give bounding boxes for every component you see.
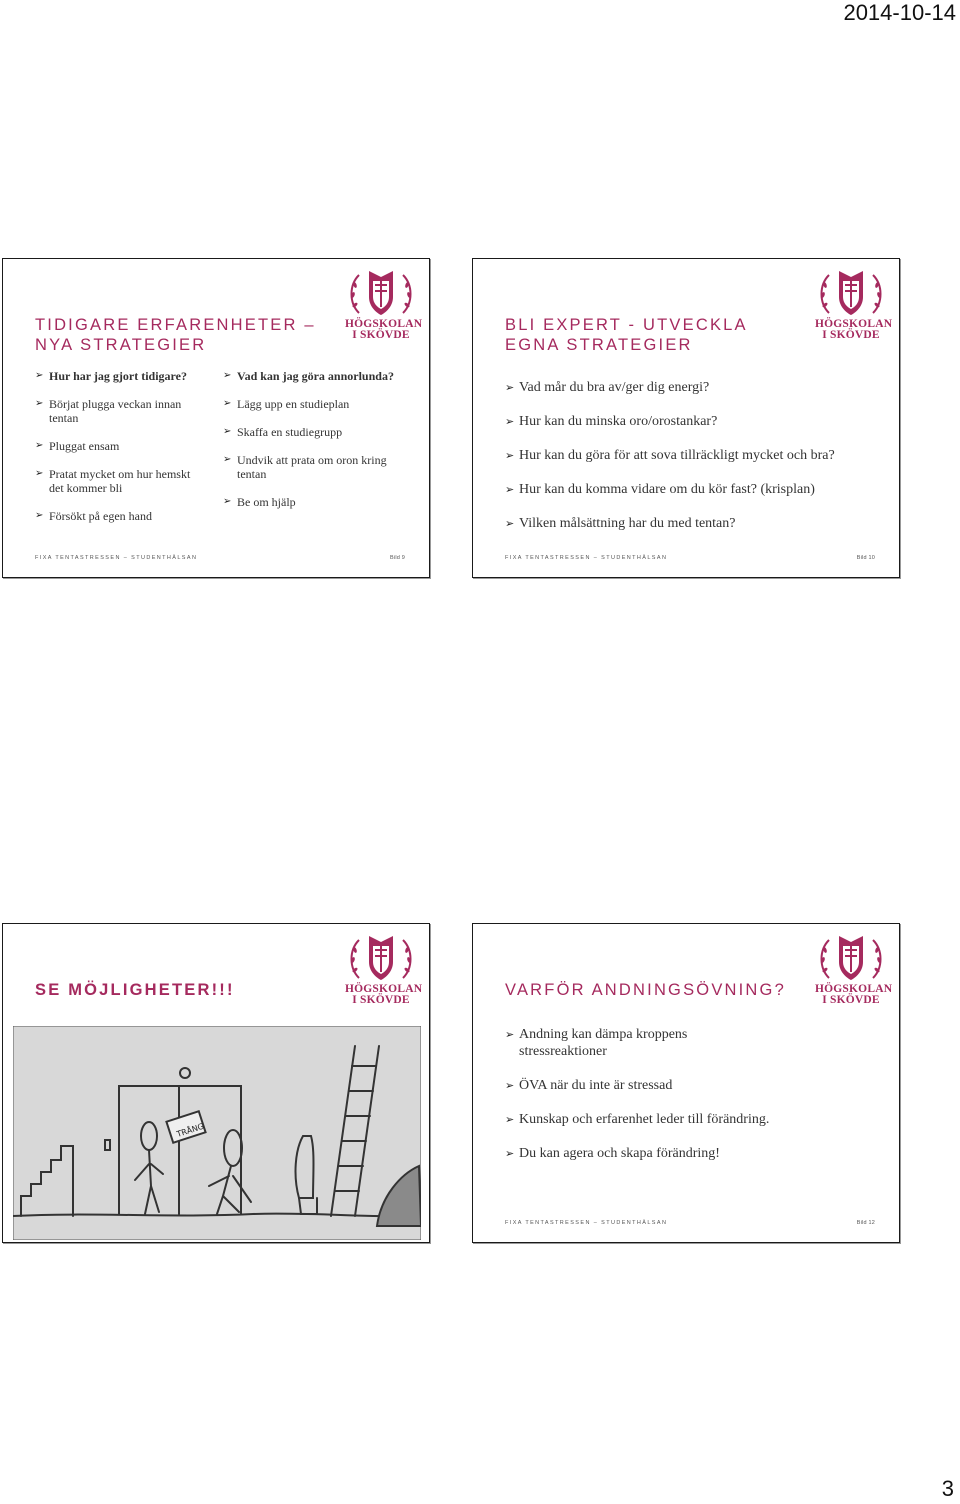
crest-icon [815,267,887,319]
arrow-bullet-icon: ➢ [223,496,232,507]
arrow-bullet-icon: ➢ [35,510,44,521]
arrow-bullet-icon: ➢ [505,517,515,530]
footer-label: FIXA TENTASTRESSEN – STUDENTHÄLSAN [35,555,198,561]
arrow-bullet-icon: ➢ [505,1028,515,1041]
logo-text-line1: HÖGSKOLAN [345,318,423,330]
list-item: ➢ Vad kan jag göra annorlunda? [223,369,394,383]
slide-title: SE MÖJLIGHETER!!! [35,981,235,999]
arrow-bullet-icon: ➢ [505,1147,515,1160]
bullet-list [505,1026,885,1179]
list-item: ➢ Du kan agera och skapa förändring! [505,1146,720,1161]
list-item: ➢ Lägg upp en studieplan [223,397,350,411]
slide-11 [2,923,430,1243]
list-item: ➢ ÖVA när du inte är stressad [505,1078,673,1093]
logo-text-line2: I SKÖVDE [352,329,410,341]
arrow-bullet-icon: ➢ [505,415,515,428]
slide-number: Bild 9 [390,555,405,561]
crest-icon [345,932,417,984]
slide-number: Bild 10 [856,555,875,561]
crest-icon [345,267,417,319]
slide-9 [2,258,430,578]
footer-label: FIXA TENTASTRESSEN – STUDENTHÄLSAN [505,1220,668,1226]
list-item: ➢ Pluggat ensam [35,439,120,453]
list-item: ➢ Hur kan du komma vidare om du kör fast? (krisplan) [505,482,815,497]
logo-text-line1: HÖGSKOLAN [815,318,893,330]
crest-icon [815,932,887,984]
logo-text-line2: I SKÖVDE [352,994,410,1006]
slide-12 [472,923,900,1243]
slide-footer [505,555,875,565]
logo-text-line2: I SKÖVDE [822,994,880,1006]
slide-title: BLI EXPERT - UTVECKLA EGNA STRATEGIER [505,316,747,354]
list-item: ➢ Andning kan dämpa kroppens stressreaktioner [505,1027,688,1059]
bullet-list [505,379,885,549]
slide-title: VARFÖR ANDNINGSÖVNING? [505,981,786,999]
list-item: ➢ Försökt på egen hand [35,509,152,523]
list-item: ➢ Hur kan du göra för att sova tillräckligt mycket och bra? [505,448,835,463]
logo-text-line1: HÖGSKOLAN [815,983,893,995]
slide-footer [35,555,405,565]
list-item: ➢ Kunskap och erfarenhet leder till förändring. [505,1112,770,1127]
page-number: 3 [941,1476,954,1501]
list-item: ➢ Pratat mycket om hur hemskt det kommer bli [35,467,191,495]
list-item: ➢ Börjat plugga veckan innan tentan [35,397,182,425]
university-logo [345,932,423,1006]
right-column-list [223,369,413,523]
list-item: ➢ Vad mår du bra av/ger dig energi? [505,380,710,395]
slide-number: Bild 12 [856,1220,875,1226]
left-column-list [35,369,195,537]
university-logo [815,932,893,1006]
university-logo [815,267,893,341]
arrow-bullet-icon: ➢ [35,468,44,479]
arrow-bullet-icon: ➢ [223,398,232,409]
arrow-bullet-icon: ➢ [505,1113,515,1126]
arrow-bullet-icon: ➢ [223,370,232,381]
list-item: ➢ Hur har jag gjort tidigare? [35,369,187,383]
arrow-bullet-icon: ➢ [35,370,44,381]
arrow-bullet-icon: ➢ [35,440,44,451]
arrow-bullet-icon: ➢ [505,449,515,462]
arrow-bullet-icon: ➢ [35,398,44,409]
arrow-bullet-icon: ➢ [505,1079,515,1092]
list-item: ➢ Hur kan du minska oro/orostankar? [505,414,718,429]
footer-label: FIXA TENTASTRESSEN – STUDENTHÄLSAN [505,555,668,561]
arrow-bullet-icon: ➢ [505,381,515,394]
university-logo [345,267,423,341]
list-item: ➢ Be om hjälp [223,495,296,509]
arrow-bullet-icon: ➢ [505,483,515,496]
arrow-bullet-icon: ➢ [223,426,232,437]
list-item: ➢ Undvik att prata om oron kring tentan [223,453,387,481]
list-item: ➢ Vilken målsättning har du med tentan? [505,516,736,531]
page-date: 2014-10-14 [843,0,956,25]
slide-title: TIDIGARE ERFARENHETER – NYA STRATEGIER [35,316,316,354]
hand-drawn-illustration [13,1026,421,1240]
slide-footer [505,1220,875,1230]
logo-text-line1: HÖGSKOLAN [345,983,423,995]
slide-10 [472,258,900,578]
list-item: ➢ Skaffa en studiegrupp [223,425,343,439]
arrow-bullet-icon: ➢ [223,454,232,465]
logo-text-line2: I SKÖVDE [822,329,880,341]
sign-text: TRÅNG [175,1121,206,1139]
